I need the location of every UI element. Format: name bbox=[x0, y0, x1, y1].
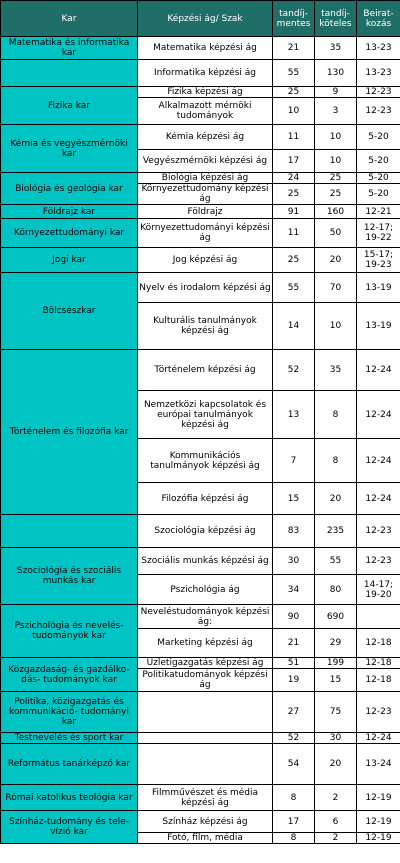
table-row bbox=[1, 273, 400, 303]
tuition-free-count: 90 bbox=[273, 605, 315, 629]
enrollment-dates: 12-23 bbox=[357, 87, 400, 98]
program-name: Üzletigazgatás képzési ág bbox=[138, 658, 273, 669]
tuition-free-count: 15 bbox=[273, 483, 315, 515]
program-name: Nemzetközi kapcsolatok és európai tanulmányok képzési ág bbox=[138, 391, 273, 439]
header-kar: Kar bbox=[1, 1, 138, 37]
faculty-name: Matematika és informatika kar bbox=[1, 37, 138, 60]
enrollment-dates: 14-17; 19-20 bbox=[357, 575, 400, 605]
tuition-free-count: 10 bbox=[273, 98, 315, 125]
faculty-name: Kémia és vegyészmérnöki kar bbox=[1, 125, 138, 173]
table-row bbox=[1, 548, 400, 575]
tuition-paid-count: 50 bbox=[315, 219, 357, 248]
faculty-name: Református tanárképző kar bbox=[1, 744, 138, 785]
enrollment-dates: 12-24 bbox=[357, 483, 400, 515]
program-name bbox=[138, 744, 273, 785]
tuition-paid-count: 30 bbox=[315, 733, 357, 744]
program-name: Matematika képzési ág bbox=[138, 37, 273, 60]
enrollment-dates: 5-20 bbox=[357, 125, 400, 150]
enrollment-dates: 12-24 bbox=[357, 439, 400, 483]
program-name: Színház képzési ág bbox=[138, 811, 273, 833]
enrollment-dates: 15-17; 19-23 bbox=[357, 248, 400, 273]
tuition-free-count: 24 bbox=[273, 173, 315, 184]
tuition-paid-count: 75 bbox=[315, 692, 357, 733]
tuition-paid-count: 10 bbox=[315, 150, 357, 173]
tuition-paid-count: 20 bbox=[315, 248, 357, 273]
header-row bbox=[1, 1, 400, 37]
enrollment-dates: 12-19 bbox=[357, 833, 400, 844]
enrollment-dates: 12-24 bbox=[357, 733, 400, 744]
tuition-free-count: 8 bbox=[273, 785, 315, 811]
tuition-paid-count: 35 bbox=[315, 350, 357, 391]
program-name: Marketing képzési ág bbox=[138, 629, 273, 658]
table-row bbox=[1, 125, 400, 150]
enrollment-dates: 12-23 bbox=[357, 548, 400, 575]
tuition-paid-count: 15 bbox=[315, 669, 357, 692]
enrollment-dates bbox=[357, 605, 400, 629]
program-name: Történelem képzési ág bbox=[138, 350, 273, 391]
program-name bbox=[138, 692, 273, 733]
program-name: Kommunikációs tanulmányok képzési ág bbox=[138, 439, 273, 483]
program-name: Környezettudományi képzési ág bbox=[138, 219, 273, 248]
enrollment-dates: 12-23 bbox=[357, 692, 400, 733]
faculty-name: Szociológia és szociális munkás kar bbox=[1, 548, 138, 605]
tuition-free-count: 30 bbox=[273, 548, 315, 575]
header-beiratkozas: Beirat-kozás bbox=[357, 1, 400, 37]
enrollment-dates: 12-23 bbox=[357, 98, 400, 125]
program-name: Pszichológia ág bbox=[138, 575, 273, 605]
program-name: Alkalmazott mérnöki tudományok bbox=[138, 98, 273, 125]
program-name: Biológia képzési ág bbox=[138, 173, 273, 184]
tuition-paid-count: 20 bbox=[315, 744, 357, 785]
faculty-name: Testnevelés és sport kar bbox=[1, 733, 138, 744]
tuition-paid-count: 25 bbox=[315, 173, 357, 184]
enrollment-dates: 13-24 bbox=[357, 744, 400, 785]
table-row bbox=[1, 605, 400, 629]
program-name: Filozófia képzési ág bbox=[138, 483, 273, 515]
table-row bbox=[1, 744, 400, 785]
tuition-free-count: 51 bbox=[273, 658, 315, 669]
table-row bbox=[1, 248, 400, 273]
table-row bbox=[1, 658, 400, 669]
tuition-free-count: 25 bbox=[273, 184, 315, 205]
tuition-paid-count: 8 bbox=[315, 439, 357, 483]
header-szak: Képzési ág/ Szak bbox=[138, 1, 273, 37]
table-row bbox=[1, 692, 400, 733]
enrollment-dates: 5-20 bbox=[357, 150, 400, 173]
table-row bbox=[1, 811, 400, 833]
table-row bbox=[1, 37, 400, 60]
tuition-free-count: 7 bbox=[273, 439, 315, 483]
tuition-free-count: 55 bbox=[273, 273, 315, 303]
tuition-free-count: 19 bbox=[273, 669, 315, 692]
tuition-free-count: 21 bbox=[273, 37, 315, 60]
program-name: Fizika képzési ág bbox=[138, 87, 273, 98]
tuition-free-count: 91 bbox=[273, 205, 315, 219]
tuition-paid-count: 9 bbox=[315, 87, 357, 98]
faculty-name: Földrajz kar bbox=[1, 205, 138, 219]
enrollment-dates: 13-19 bbox=[357, 273, 400, 303]
program-name: Fotó, film, média bbox=[138, 833, 273, 844]
program-name: Nyelv és irodalom képzési ág bbox=[138, 273, 273, 303]
tuition-paid-count: 70 bbox=[315, 273, 357, 303]
tuition-paid-count: 690 bbox=[315, 605, 357, 629]
faculty-name: Jogi kar bbox=[1, 248, 138, 273]
faculty-name: Színház-tudomány és tele-vízió kar bbox=[1, 811, 138, 844]
enrollment-dates: 12-24 bbox=[357, 350, 400, 391]
enrollment-dates: 12-18 bbox=[357, 658, 400, 669]
tuition-free-count: 11 bbox=[273, 219, 315, 248]
tuition-paid-count: 80 bbox=[315, 575, 357, 605]
tuition-free-count: 25 bbox=[273, 87, 315, 98]
enrollment-dates: 12-24 bbox=[357, 391, 400, 439]
program-name: Környezettudomány képzési ág bbox=[138, 184, 273, 205]
program-name: Kulturális tanulmányok képzési ág bbox=[138, 303, 273, 350]
tuition-paid-count: 35 bbox=[315, 37, 357, 60]
tuition-free-count: 11 bbox=[273, 125, 315, 150]
tuition-free-count: 54 bbox=[273, 744, 315, 785]
enrollment-dates: 12-19 bbox=[357, 785, 400, 811]
faculty-name: Közgazdaság- és gazdálko-dás- tudományok kar bbox=[1, 658, 138, 692]
program-name: Filmművészet és média képzési ág bbox=[138, 785, 273, 811]
faculty-name: Politika, közigazgatás és kommunikáció- tudományi kar bbox=[1, 692, 138, 733]
enrollment-dates: 12-23 bbox=[357, 515, 400, 548]
tuition-paid-count: 235 bbox=[315, 515, 357, 548]
program-name: Kémia képzési ág bbox=[138, 125, 273, 150]
tuition-free-count: 52 bbox=[273, 733, 315, 744]
program-name bbox=[138, 733, 273, 744]
table-row bbox=[1, 173, 400, 184]
tuition-free-count: 34 bbox=[273, 575, 315, 605]
tuition-free-count: 27 bbox=[273, 692, 315, 733]
tuition-paid-count: 2 bbox=[315, 833, 357, 844]
tuition-free-count: 13 bbox=[273, 391, 315, 439]
table-row bbox=[1, 350, 400, 391]
tuition-free-count: 8 bbox=[273, 833, 315, 844]
tuition-paid-count: 25 bbox=[315, 184, 357, 205]
enrollment-dates: 5-20 bbox=[357, 184, 400, 205]
tuition-free-count: 55 bbox=[273, 60, 315, 87]
faculty-name: Környezettudományi kar bbox=[1, 219, 138, 248]
tuition-paid-count: 160 bbox=[315, 205, 357, 219]
table-row bbox=[1, 733, 400, 744]
tuition-free-count: 17 bbox=[273, 811, 315, 833]
enrollment-dates: 12-21 bbox=[357, 205, 400, 219]
faculty-name: Római katolikus teológia kar bbox=[1, 785, 138, 811]
tuition-paid-count: 199 bbox=[315, 658, 357, 669]
enrollment-dates: 12-18 bbox=[357, 669, 400, 692]
program-name: Vegyészmérnöki képzési ág bbox=[138, 150, 273, 173]
tuition-free-count: 21 bbox=[273, 629, 315, 658]
tuition-free-count: 25 bbox=[273, 248, 315, 273]
faculty-name: Biológia és geológia kar bbox=[1, 173, 138, 205]
enrollment-dates: 5-20 bbox=[357, 173, 400, 184]
tuition-paid-count: 6 bbox=[315, 811, 357, 833]
table-row bbox=[1, 87, 400, 98]
tuition-free-count: 52 bbox=[273, 350, 315, 391]
tuition-paid-count: 20 bbox=[315, 483, 357, 515]
program-name: Politikatudományok képzési ág bbox=[138, 669, 273, 692]
enrollment-dates: 13-23 bbox=[357, 37, 400, 60]
program-name: Informatika képzési ág bbox=[138, 60, 273, 87]
enrollment-dates: 13-19 bbox=[357, 303, 400, 350]
enrollment-dates: 12-18 bbox=[357, 629, 400, 658]
table-row bbox=[1, 205, 400, 219]
program-name: Szociológia képzési ág bbox=[138, 515, 273, 548]
tuition-paid-count: 10 bbox=[315, 125, 357, 150]
program-name: Jog képzési ág bbox=[138, 248, 273, 273]
header-tandij-mentes: tandíj-mentes bbox=[273, 1, 315, 37]
tuition-paid-count: 55 bbox=[315, 548, 357, 575]
tuition-paid-count: 10 bbox=[315, 303, 357, 350]
tuition-free-count: 14 bbox=[273, 303, 315, 350]
faculty-name: Történelem és filozófia kar bbox=[1, 350, 138, 515]
enrollment-dates: 13-23 bbox=[357, 60, 400, 87]
tuition-paid-count: 2 bbox=[315, 785, 357, 811]
tuition-free-count: 83 bbox=[273, 515, 315, 548]
enrollment-dates: 12-17; 19-22 bbox=[357, 219, 400, 248]
table-row bbox=[1, 219, 400, 248]
faculty-name: Pszichológia és nevelés-tudományok kar bbox=[1, 605, 138, 658]
faculty-name-empty bbox=[1, 515, 138, 548]
table-row bbox=[1, 60, 400, 87]
enrollment-dates: 12-19 bbox=[357, 811, 400, 833]
tuition-paid-count: 8 bbox=[315, 391, 357, 439]
table-row bbox=[1, 515, 400, 548]
faculty-name: Fizika kar bbox=[1, 87, 138, 125]
program-name: Szociális munkás képzési ág bbox=[138, 548, 273, 575]
faculty-name: Bölcsészkar bbox=[1, 273, 138, 350]
tuition-paid-count: 130 bbox=[315, 60, 357, 87]
header-tandij-koteles: tandíj-köteles bbox=[315, 1, 357, 37]
faculty-name-empty bbox=[1, 60, 138, 87]
tuition-paid-count: 29 bbox=[315, 629, 357, 658]
program-name: Földrajz bbox=[138, 205, 273, 219]
table-row bbox=[1, 785, 400, 811]
tuition-free-count: 17 bbox=[273, 150, 315, 173]
program-name: Neveléstudományok képzési ág: bbox=[138, 605, 273, 629]
tuition-paid-count: 3 bbox=[315, 98, 357, 125]
